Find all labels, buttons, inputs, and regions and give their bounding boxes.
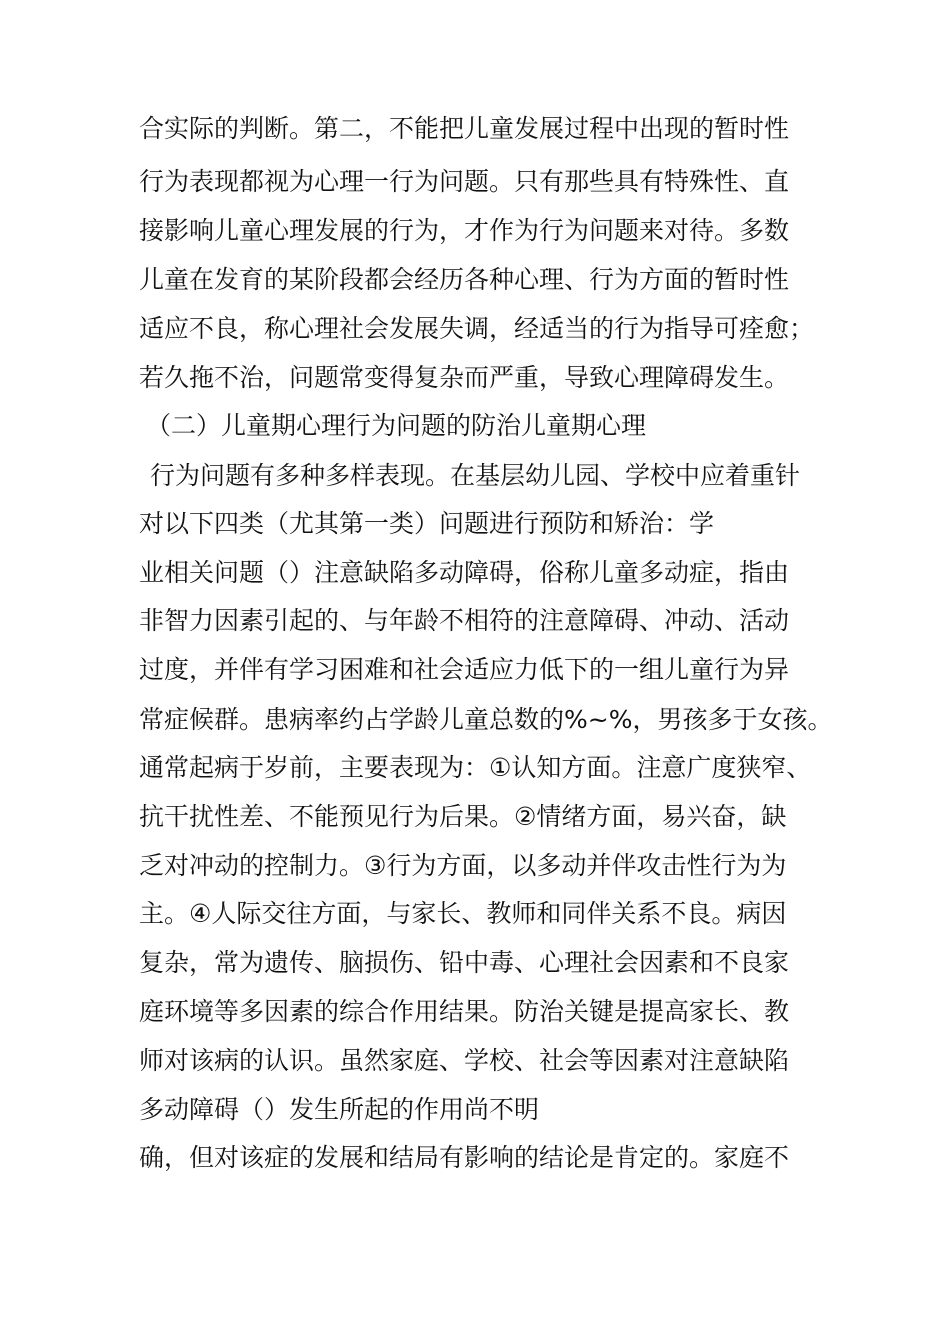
text-line: 接影响儿童心理发展的行为，才作为行为问题来对待。多数 bbox=[139, 216, 790, 245]
text-line: 业相关问题（）注意缺陷多动障碍，俗称儿童多动症，指由 bbox=[139, 558, 790, 587]
text-line: 行为问题有多种多样表现。在基层幼儿园、学校中应着重针 bbox=[150, 461, 801, 490]
section-heading: （二）儿童期心理行为问题的防治儿童期心理 bbox=[146, 411, 647, 440]
text-line: 儿童在发育的某阶段都会经历各种心理、行为方面的暂时性 bbox=[139, 265, 790, 294]
text-line: 确，但对该症的发展和结局有影响的结论是肯定的。家庭不 bbox=[139, 1143, 790, 1172]
text-line: 若久拖不治，问题常变得复杂而严重，导致心理障碍发生。 bbox=[139, 363, 790, 392]
text-line: 多动障碍（）发生所起的作用尚不明 bbox=[139, 1095, 540, 1124]
text-line: 主。④人际交往方面，与家长、教师和同伴关系不良。病因 bbox=[139, 899, 787, 928]
text-line: 行为表现都视为心理一行为问题。只有那些具有特殊性、直 bbox=[139, 167, 790, 196]
text-line: 乏对冲动的控制力。③行为方面，以多动并伴攻击性行为为 bbox=[139, 851, 787, 880]
text-line: 非智力因素引起的、与年龄不相符的注意障碍、冲动、活动 bbox=[139, 606, 790, 635]
text-line: 对以下四类（尤其第一类）问题进行预防和矫治：学 bbox=[139, 509, 715, 538]
text-line: 师对该病的认识。虽然家庭、学校、社会等因素对注意缺陷 bbox=[139, 1046, 790, 1075]
text-line: 适应不良，称心理社会发展失调，经适当的行为指导可痊愈； bbox=[139, 314, 815, 343]
text-line: 复杂，常为遗传、脑损伤、铅中毒、心理社会因素和不良家 bbox=[139, 948, 790, 977]
text-line: 庭环境等多因素的综合作用结果。防治关键是提高家长、教 bbox=[139, 997, 790, 1026]
text-line: 通常起病于岁前，主要表现为：①认知方面。注意广度狭窄、 bbox=[139, 753, 812, 782]
text-line: 常症候群。患病率约占学龄儿童总数的%~%，男孩多于女孩。 bbox=[139, 705, 833, 734]
text-line: 合实际的判断。第二，不能把儿童发展过程中出现的暂时性 bbox=[139, 114, 790, 143]
text-line: 过度，并伴有学习困难和社会适应力低下的一组儿童行为异 bbox=[139, 655, 790, 684]
text-line: 抗干扰性差、不能预见行为后果。②情绪方面，易兴奋，缺 bbox=[139, 802, 787, 831]
